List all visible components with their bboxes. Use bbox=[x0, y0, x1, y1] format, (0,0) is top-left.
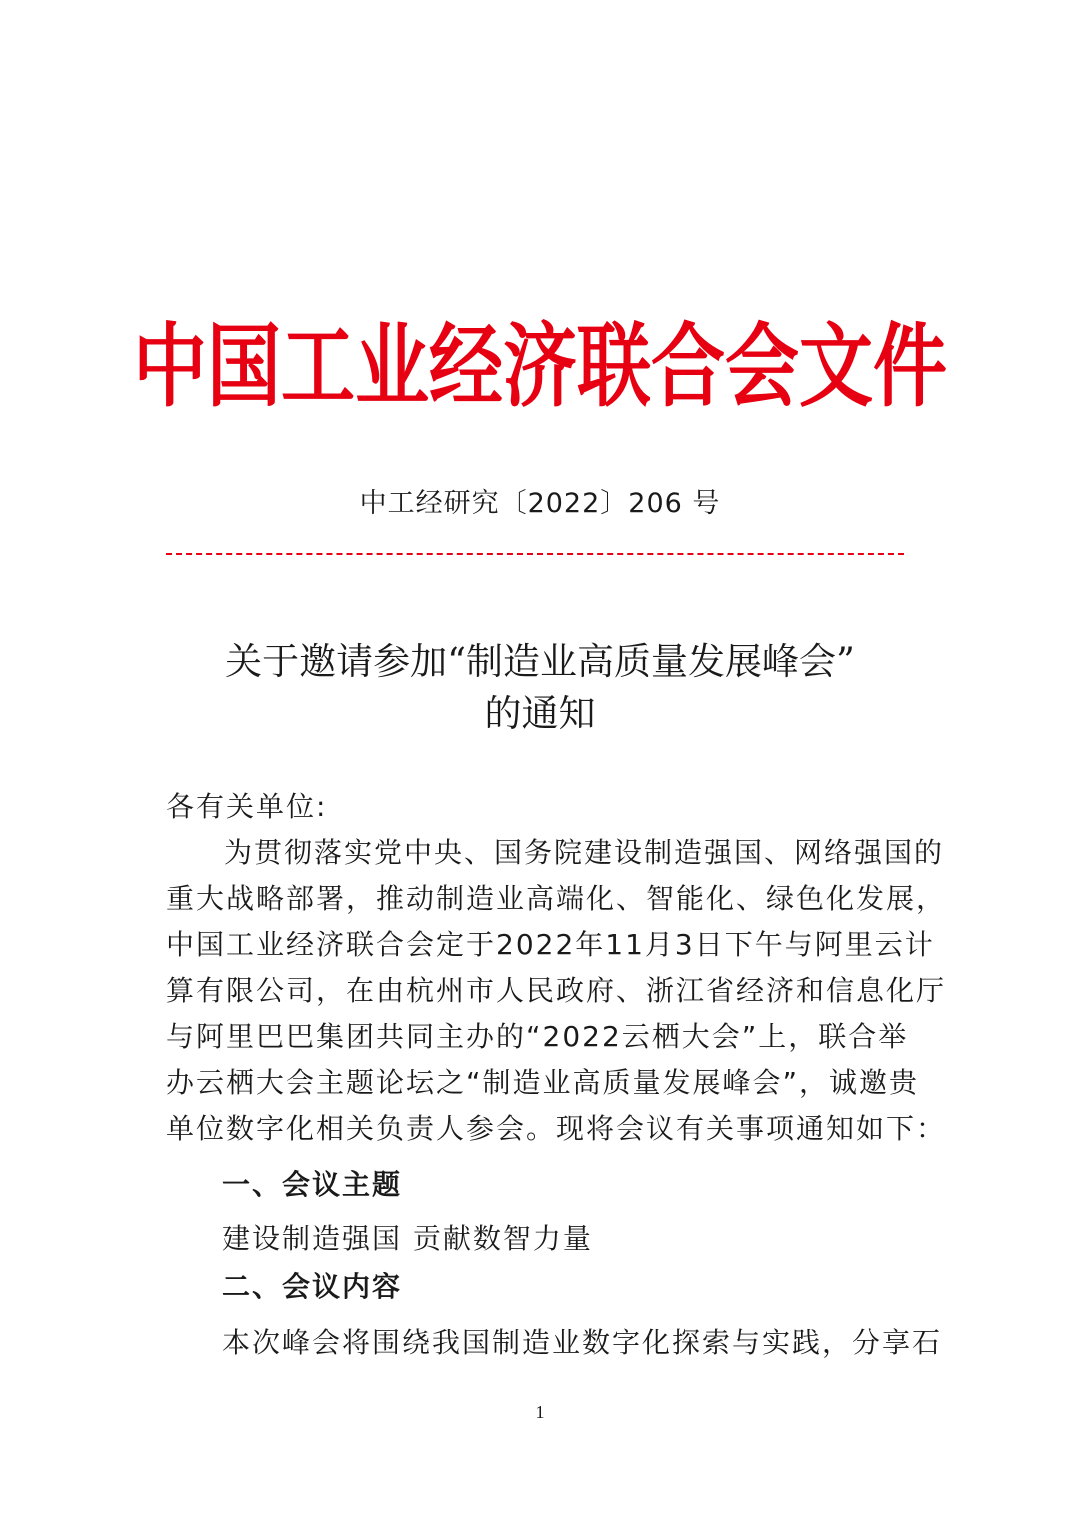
section-heading-content: 二、会议内容 bbox=[222, 1270, 403, 1303]
paragraph-line: 重大战略部署，推动制造业高端化、智能化、绿色化发展， bbox=[166, 882, 947, 915]
document-title-line-2: 的通知 bbox=[484, 692, 596, 735]
issuing-organization-header: 中国工业经济联合会文件 bbox=[133, 314, 947, 420]
section-text-content: 本次峰会将围绕我国制造业数字化探索与实践，分享石 bbox=[222, 1326, 943, 1359]
red-dashed-divider bbox=[166, 553, 904, 555]
intro-paragraph bbox=[166, 830, 947, 1152]
paragraph-line: 算有限公司，在由杭州市人民政府、浙江省经济和信息化厅 bbox=[166, 974, 947, 1007]
paragraph-line: 办云栖大会主题论坛之“制造业高质量发展峰会”，诚邀贵 bbox=[166, 1066, 920, 1099]
paragraph-line: 中国工业经济联合会定于2022年11月3日下午与阿里云计 bbox=[166, 928, 935, 961]
document-number: 中工经研究〔2022〕206 号 bbox=[359, 488, 721, 519]
paragraph-line: 单位数字化相关负责人参会。现将会议有关事项通知如下： bbox=[166, 1112, 947, 1145]
paragraph-line: 与阿里巴巴集团共同主办的“2022云栖大会”上，联合举 bbox=[166, 1020, 909, 1053]
document-title-line-1: 关于邀请参加“制造业高质量发展峰会” bbox=[225, 640, 855, 683]
section-heading-theme: 一、会议主题 bbox=[222, 1168, 403, 1201]
paragraph-line: 为贯彻落实党中央、国务院建设制造强国、网络强国的 bbox=[224, 836, 945, 869]
salutation: 各有关单位: bbox=[166, 790, 328, 823]
page-number: 1 bbox=[535, 1402, 545, 1422]
section-text-theme: 建设制造强国 贡献数智力量 bbox=[222, 1222, 593, 1255]
document-title bbox=[0, 636, 1080, 740]
